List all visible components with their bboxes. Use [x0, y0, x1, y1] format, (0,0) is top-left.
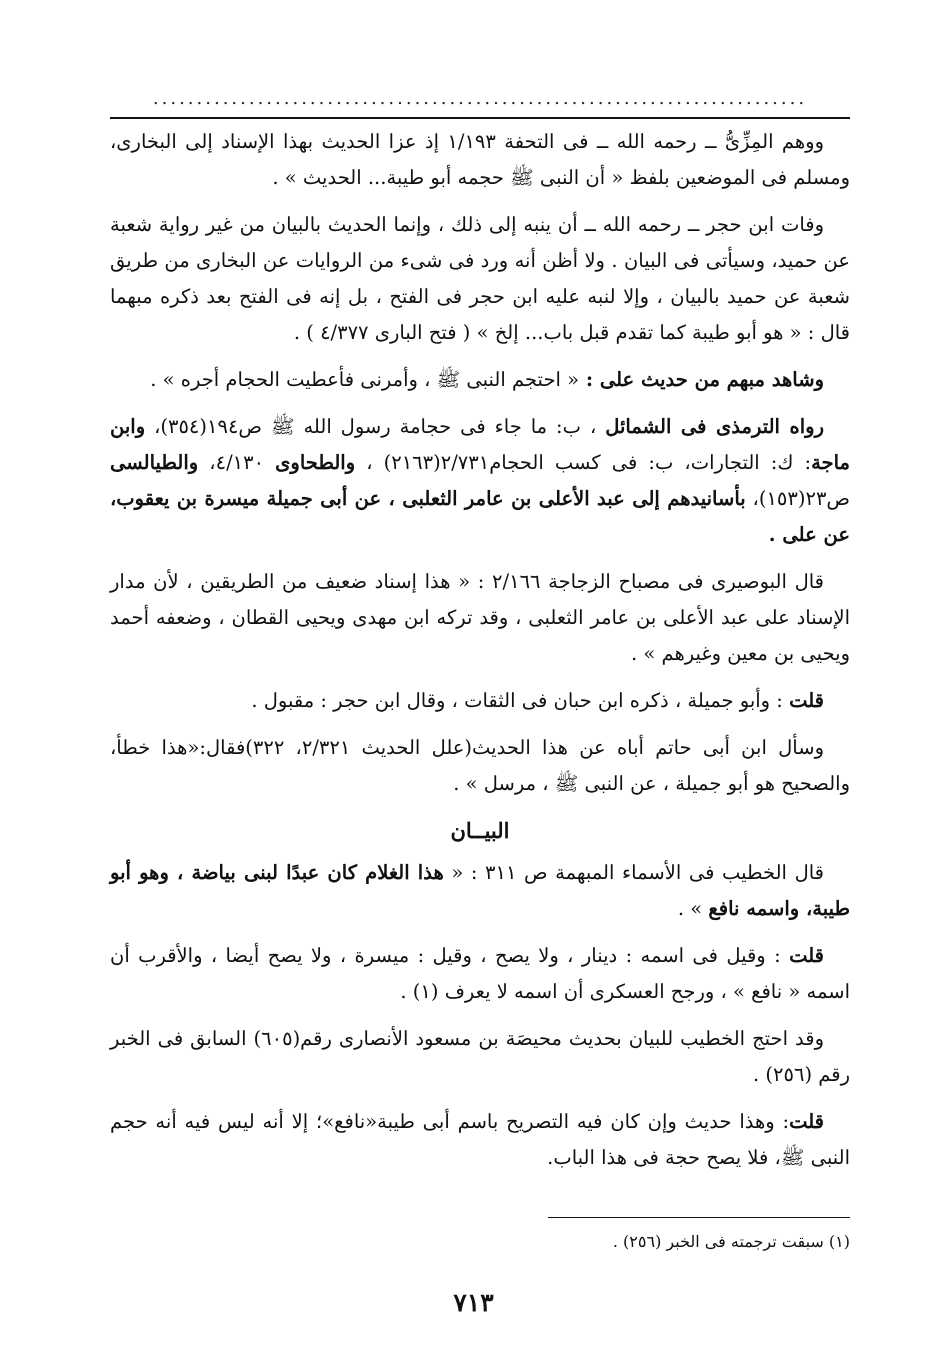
text-run: ٤/١٣٠،	[198, 451, 276, 474]
text-run: ووهم المِزِّىُّ ــ رحمه الله ــ فى التحفة ١/١٩٣ إذ عزا الحديث بهذا الإسناد إلى البخارى، ومسلم فى الموضعين بلفظ « أن النبى ﷺ حجمه أبو طيبة... الحديث » .	[110, 130, 850, 189]
text-run: قال الخطيب فى الأسماء المبهمة ص ٣١١ : «	[443, 861, 824, 884]
paragraph	[110, 938, 850, 1010]
footnote-rule	[548, 1217, 850, 1218]
paragraph	[110, 683, 850, 719]
header-dotted-line: ...........................................................................	[152, 88, 808, 109]
text-run: : وقيل فى اسمه : دينار ، ولا يصح ، وقيل : ميسرة ، ولا يصح أيضا ، والأقرب أن اسمه « نافع » ، ورجح العسكرى أن اسمه لا يعرف (١) .	[110, 944, 850, 1003]
bold-text: قلت	[789, 1110, 824, 1133]
paragraph	[110, 207, 850, 351]
bold-text: هذا الغلام كان عبدًا لبنى بياضة ، وهو أبو طيبة، واسمه نافع	[110, 861, 850, 920]
main-text	[110, 124, 850, 1187]
paragraph	[110, 409, 850, 553]
header-rule	[110, 117, 850, 119]
text-run: ص٢٣(١٥٣)،	[745, 487, 850, 510]
text-run: وقد احتج الخطيب للبيان بحديث محيصَة بن مسعود الأنصارى رقم(٦٠٥) السابق فى الخبر رقم (٢٥٦) .	[110, 1027, 850, 1086]
section-heading	[110, 813, 850, 849]
bold-text: وابن ماجة	[110, 415, 850, 474]
paragraph	[110, 362, 850, 398]
text-run: : وهذا حديث وإن كان فيه التصريح باسم أبى طيبة«نافع»؛ إلا أنه ليس فيه أنه حجم النبى ﷺ، فلا يصح حجة فى هذا الباب.	[110, 1110, 850, 1169]
paragraph	[110, 124, 850, 196]
bold-text: بأسانيدهم إلى عبد الأعلى بن عامر الثعلبى ، عن أبى جميلة ميسرة بن يعقوب، عن على .	[110, 487, 850, 546]
text-run: : وأبو جميلة ، ذكره ابن حبان فى الثقات ، وقال ابن حجر : مقبول .	[251, 689, 790, 712]
footnote: (١) سبقت ترجمته فى الخبر (٢٥٦) .	[612, 1232, 850, 1251]
bold-text: والطحاوى	[275, 451, 356, 474]
text-run: وفات ابن حجر ــ رحمه الله ــ أن ينبه إلى ذلك ، وإنما الحديث بالبيان من غير رواية شعبة عن حميد، وسيأتى فى البيان . ولا أظن أنه ورد فى شىء من الروايات عن البخارى من طريق شعبة عن حميد بالبيان ، وإلا لنبه عليه ابن حجر فى الفتح ، بل إنه فى الفتح بعد ذكره مبهما قال : « هو أبو طيبة كما تقدم قبل باب... إلخ » ( فتح البارى ٤/٣٧٧ ) .	[110, 213, 850, 344]
paragraph	[110, 855, 850, 927]
bold-text: رواه الترمذى فى الشمائل	[605, 415, 824, 438]
text-run: ، ب: ما جاء فى حجامة رسول الله ﷺ ص١٩٤(٣٥٤)،	[145, 415, 606, 438]
text-run: » .	[677, 897, 709, 920]
text-run: : ك: التجارات، ب: فى كسب الحجام٢/٧٣١(٢١٦٣) ،	[355, 451, 812, 474]
bold-text: والطيالسى	[110, 451, 199, 474]
bold-text: قلت	[789, 944, 824, 967]
bold-text: وشاهد مبهم من حديث على :	[579, 368, 824, 391]
paragraph	[110, 1021, 850, 1093]
text-run: « احتجم النبى ﷺ ، وأمرنى فأعطيت الحجام أجره » .	[150, 368, 580, 391]
text-run: قال البوصيرى فى مصباح الزجاجة ٢/١٦٦ : « هذا إسناد ضعيف من الطريقين ، لأن مدار الإسناد على عبد الأعلى بن عامر الثعلبى ، وقد تركه ابن مهدى ويحيى القطان ، وضعفه أحمد ويحيى بن معين وغيرهم » .	[110, 570, 850, 665]
paragraph	[110, 730, 850, 802]
bold-text: قلت	[789, 689, 824, 712]
paragraph	[110, 1104, 850, 1176]
text-run: وسأل ابن أبى حاتم أباه عن هذا الحديث(علل الحديث ٢/٣٢١، ٣٢٢)فقال:«هذا خطأ، والصحيح هو أبو جميلة ، عن النبى ﷺ ، مرسل » .	[110, 736, 850, 795]
page-number: ٧١٣	[453, 1288, 494, 1317]
paragraph	[110, 564, 850, 672]
bold-text: البيــان	[450, 818, 510, 843]
